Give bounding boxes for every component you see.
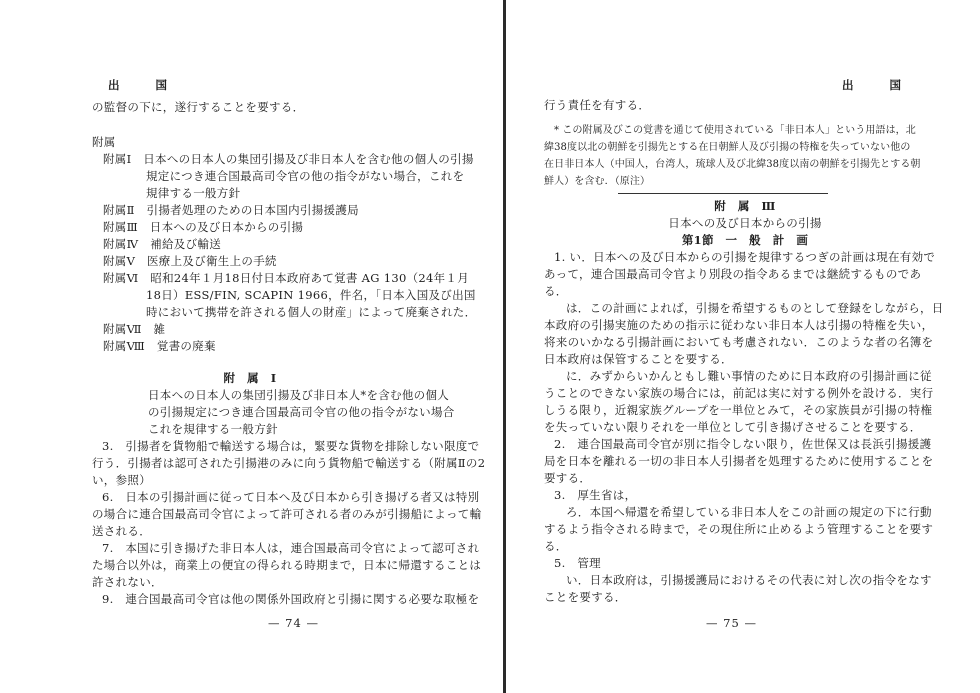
paragraph-line: 将来のいかなる引揚計画においても考慮されない．このような者の名簿を (544, 335, 934, 349)
annex-list-item: 附属Ⅷ 覚書の廃棄 (103, 339, 216, 353)
paragraph-line: に．みずからいかんともし難い事情のために日本政府の引揚計画に従 (566, 369, 932, 383)
paragraph-line: は．この計画によれば，引揚を希望するものとして登録をしながら，日 (566, 301, 944, 315)
paragraph-line: うことのできない家族の場合には，前記は実に対する例外を設ける．実行 (544, 386, 934, 400)
paragraph-line: 3. 厚生省は， (554, 488, 637, 502)
annex-list-item-cont: 時において携帯を許される個人の財産」によって廃棄された． (146, 305, 477, 319)
footnote-line: 在日非日本人（中国人，台湾人，琉球人及び北緯38度以南の朝鮮を引揚先とする朝 (544, 159, 921, 170)
annex-title: 附 属 Ⅲ (714, 199, 776, 213)
paragraph-line: ろ．本国へ帰還を希望している非日本人をこの計画の規定の下に行動 (566, 505, 932, 519)
footnote-line: 鮮人）を含む．（原注） (544, 176, 651, 187)
annex-list-item-cont: 規定につき連合国最高司令官の他の指令がない場合，これを (146, 169, 465, 183)
annex-list-item-cont: 規律する一般方針 (146, 186, 241, 200)
page-number: — 74 — (268, 616, 319, 630)
paragraph-line: る． (544, 284, 568, 298)
annex-list-item: 附属Ⅲ 日本への及び日本からの引揚 (103, 220, 304, 234)
running-header: 出 国 (842, 78, 918, 92)
section-heading: 附属 (92, 135, 116, 149)
paragraph-line: 本政府の引揚実施のための指示に従わない非日本人は引揚の特権を失い， (544, 318, 934, 332)
annex-list-item-cont: 18日）ESS/FIN, SCAPIN 1966，件名，「日本入国及び出国 (146, 288, 476, 302)
divider-rule (618, 193, 828, 194)
section-heading: 第1節 一 般 計 画 (681, 233, 809, 247)
annex-subtitle: 日本への日本人の集団引揚及び非日本人*を含む他の個人 (148, 388, 450, 402)
paragraph-line: 要する． (544, 471, 592, 485)
annex-title: 附 属 Ⅰ (223, 371, 277, 385)
paragraph-line: 7. 本国に引き揚げた非日本人は，連合国最高司令官によって認可され (102, 541, 480, 555)
paragraph-line: しうる限り，近親家族グループを一単位とみて，その家族員が引揚の特権 (544, 403, 933, 417)
paragraph-line: 9. 連合国最高司令官は他の関係外国政府と引揚に関する必要な取極を (102, 592, 480, 606)
text-line: の監督の下に，遂行することを要する． (92, 100, 305, 114)
paragraph-line: 送される． (92, 524, 151, 538)
paragraph-line: 6. 日本の引揚計画に従って日本へ及び日本から引き揚げる者又は特別 (102, 490, 480, 504)
paragraph-line: 1. い．日本への及び日本からの引揚を規律するつぎの計画は現在有効で (554, 250, 936, 264)
annex-subtitle: これを規律する一般方針 (148, 422, 278, 436)
text-line: 行う責任を有する． (544, 98, 651, 112)
paragraph-line: するよう指令される時まで，その現住所に止めるよう管理することを要す (544, 522, 934, 536)
annex-list-item: 附属Ⅵ 昭和24年１月18日付日本政府あて覚書 AG 130（24年１月 (103, 271, 470, 285)
paragraph-line: い．日本政府は，引揚援護局におけるその代表に対し次の指令をなす (566, 573, 932, 587)
footnote-line: * この附属及びこの覚書を通じて使用されている「非日本人」という用語は，北 (554, 125, 916, 136)
paragraph-line: る． (544, 539, 568, 553)
running-header: 出 国 (108, 78, 184, 92)
paragraph-line: い，参照） (92, 473, 151, 487)
paragraph-line: 局を日本を離れる一切の非日本人引揚者を処理するために使用することを (544, 454, 934, 468)
paragraph-line: 許されない． (92, 575, 163, 589)
paragraph-line: た場合以外は，商業上の便宜の得られる時期まで，日本に帰還することは (92, 558, 482, 572)
annex-list-item: 附属Ⅳ 補給及び輸送 (103, 237, 221, 251)
annex-list-item: 附属Ⅱ 引揚者処理のための日本国内引揚援護局 (103, 203, 359, 217)
paragraph-line: ことを要する． (544, 590, 627, 604)
paragraph-line: の場合に連合国最高司令官によって許可される者のみが引揚船によって輸 (92, 507, 482, 521)
page-number: — 75 — (706, 616, 757, 630)
annex-list-item: 附属Ⅴ 医療上及び衛生上の手続 (103, 254, 277, 268)
right-page (510, 0, 980, 693)
annex-list-item: 附属Ⅰ 日本への日本人の集団引揚及び非日本人を含む他の個人の引揚 (103, 152, 474, 166)
book-gutter (503, 0, 506, 693)
footnote-line: 緯38度以北の朝鮮を引揚先とする在日朝鮮人及び引揚の特権を失っていない他の (544, 142, 911, 153)
annex-list-item: 附属Ⅶ 雑 (103, 322, 166, 336)
annex-subtitle: の引揚規定につき連合国最高司令官の他の指令がない場合 (148, 405, 455, 419)
paragraph-line: あって，連合国最高司令官より別段の指令あるまでは継続するものであ (544, 267, 922, 281)
paragraph-line: 行う．引揚者は認可された引揚港のみに向う貨物船で輸送する（附属Ⅱの2 (92, 456, 486, 470)
paragraph-line: 日本政府は保管することを要する． (544, 352, 733, 366)
paragraph-line: を失っていない限りそれを一単位として引き揚げさせることを要する． (544, 420, 922, 434)
paragraph-line: 5. 管理 (554, 556, 601, 570)
annex-subtitle: 日本への及び日本からの引揚 (668, 216, 822, 230)
paragraph-line: 3. 引揚者を貨物船で輸送する場合は，緊要な貨物を排除しない限度で (102, 439, 480, 453)
paragraph-line: 2. 連合国最高司令官が別に指令しない限り，佐世保又は長浜引揚援護 (554, 437, 932, 451)
